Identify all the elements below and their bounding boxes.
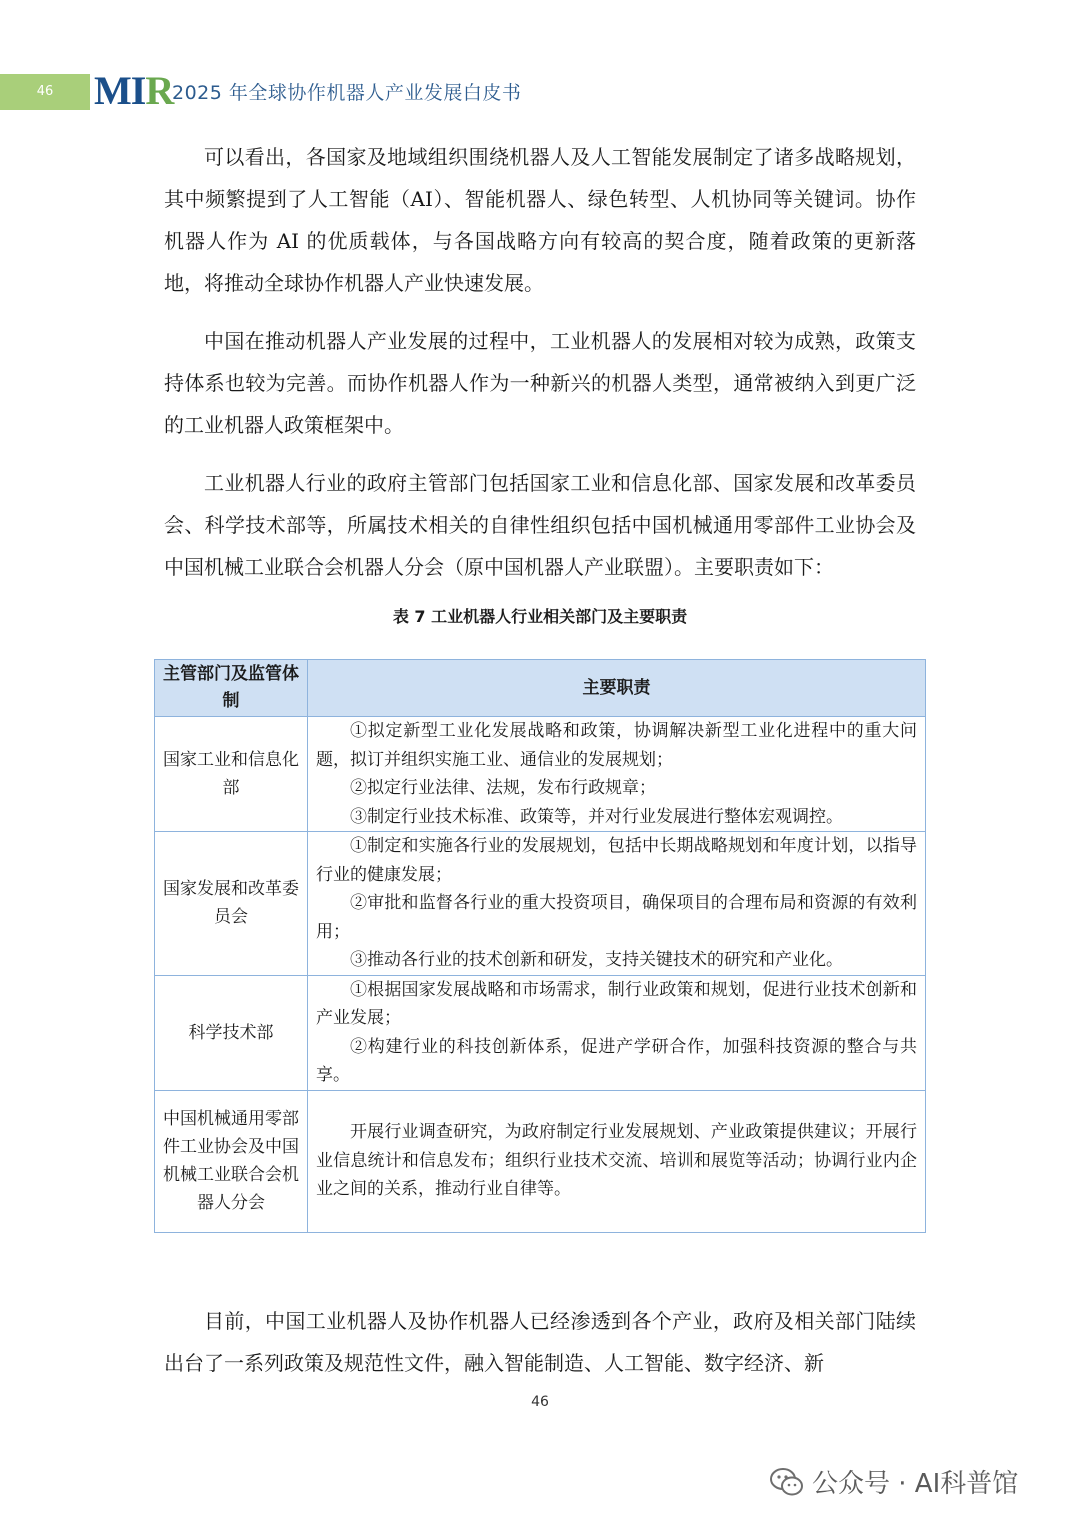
dept-cell: 中国机械通用零部件工业协会及中国机械工业联合会机器人分会 — [155, 1090, 308, 1232]
dept-cell: 国家发展和改革委员会 — [155, 832, 308, 976]
paragraph: 可以看出，各国家及地域组织围绕机器人及人工智能发展制定了诸多战略规划，其中频繁提到了人工智能（AI）、智能机器人、绿色转型、人机协同等关键词。协作机器人作为 AI 的优质载体，与各国战略方向有较高的契合度，随着政策的更新落地，将推动全球协作机器人产业快速发展。 — [164, 145, 916, 295]
table-row — [155, 832, 926, 976]
responsibility-item: 开展行业调查研究，为政府制定行业发展规划、产业政策提供建议；开展行业信息统计和信息发布；组织行业技术交流、培训和展览等活动；协调行业内企业之间的关系，推动行业自律等。 — [316, 1122, 917, 1200]
responsibility-item: ②拟定行业法律、法规，发布行政规章； — [350, 778, 656, 798]
header-responsibility: 主要职责 — [308, 660, 926, 717]
table-row — [155, 1090, 926, 1232]
responsibility-item: ②构建行业的科技创新体系，促进产学研合作，加强科技资源的整合与共享。 — [316, 1036, 917, 1085]
page-header — [0, 68, 1080, 114]
paragraph: 工业机器人行业的政府主管部门包括国家工业和信息化部、国家发展和改革委员会、科学技术部等，所属技术相关的自律性组织包括中国机械通用零部件工业协会及中国机械工业联合会机器人分会（原中国机器人产业联盟）。主要职责如下： — [164, 471, 916, 579]
responsibility-table — [154, 659, 926, 1233]
table-caption: 表 7 工业机器人行业相关部门及主要职责 — [392, 607, 688, 626]
table-row — [155, 717, 926, 832]
responsibility-item: ②审批和监督各行业的重大投资项目，确保项目的合理布局和资源的有效利用； — [316, 893, 917, 942]
responsibility-item: ①制定和实施各行业的发展规划，包括中长期战略规划和年度计划，以指导行业的健康发展； — [316, 836, 917, 885]
responsibility-cell — [308, 832, 926, 976]
main-content — [164, 136, 916, 636]
wechat-icon — [770, 1467, 804, 1497]
watermark-text: 公众号 · AI科普馆 — [812, 1469, 1019, 1499]
logo-text-r: R — [145, 68, 174, 113]
responsibility-item: ①根据国家发展战略和市场需求，制行业政策和规划，促进行业技术创新和产业发展； — [316, 979, 917, 1028]
dept-cell: 科学技术部 — [155, 975, 308, 1090]
responsibility-cell — [308, 975, 926, 1090]
responsibility-item: ①拟定新型工业化发展战略和政策，协调解决新型工业化进程中的重大问题，拟订并组织实施工业、通信业的发展规划； — [316, 721, 917, 770]
watermark — [770, 1463, 1018, 1500]
header-page-badge: 46 — [0, 74, 90, 110]
mir-logo — [94, 68, 173, 114]
table-row — [155, 975, 926, 1090]
continuation-section — [164, 1300, 916, 1400]
paragraph: 中国在推动机器人产业发展的过程中，工业机器人的发展相对较为成熟，政策支持体系也较为完善。而协作机器人作为一种新兴的机器人类型，通常被纳入到更广泛的工业机器人政策框架中。 — [164, 329, 916, 437]
responsibility-cell — [308, 717, 926, 832]
dept-cell: 国家工业和信息化部 — [155, 717, 308, 832]
responsibility-item: ③推动各行业的技术创新和研发，支持关键技术的研究和产业化。 — [350, 950, 843, 970]
header-dept: 主管部门及监管体制 — [155, 660, 308, 717]
responsibility-cell — [308, 1090, 926, 1232]
responsibility-item: ③制定行业技术标准、政策等，并对行业发展进行整体宏观调控。 — [350, 806, 843, 827]
page-number: 46 — [531, 1394, 549, 1410]
table-header-row — [155, 660, 926, 717]
document-title: 2025 年全球协作机器人产业发展白皮书 — [172, 82, 522, 104]
logo-text: MI — [94, 68, 146, 113]
paragraph: 目前，中国工业机器人及协作机器人已经渗透到各个产业，政府及相关部门陆续出台了一系列政策及规范性文件，融入智能制造、人工智能、数字经济、新 — [164, 1309, 916, 1375]
